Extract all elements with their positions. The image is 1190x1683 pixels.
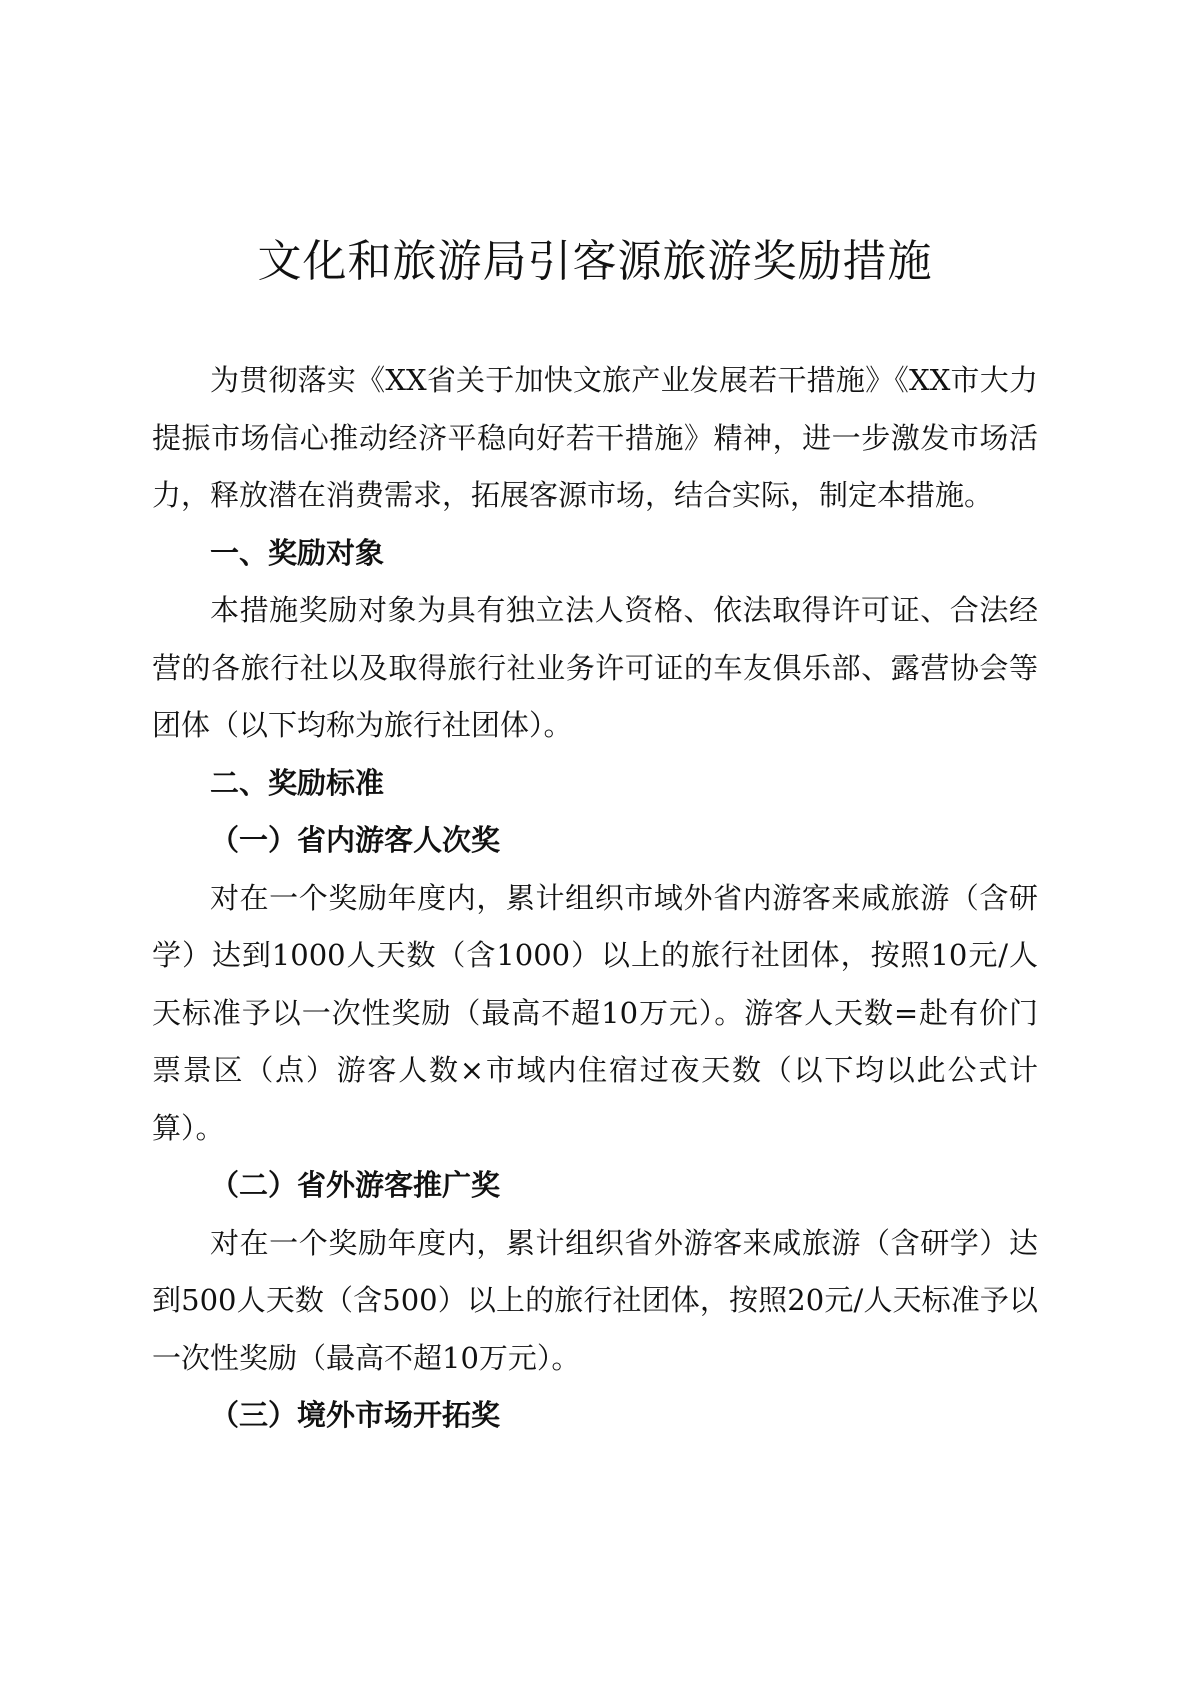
section-heading-reward-targets: 一、奖励对象 <box>210 535 385 570</box>
intro-paragraph: 为贯彻落实《XX省关于加快文旅产业发展若干措施》《XX市大力提振市场信心推动经济平稳向好若干措施》精神，进一步激发市场活力，释放潜在消费需求，拓展客源市场，结合实际，制定本措施。 <box>152 363 1038 512</box>
in-province-paragraph: 对在一个奖励年度内，累计组织市域外省内游客来咸旅游（含研学）达到1000人天数（含1000）以上的旅行社团体，按照10元/人天标准予以一次性奖励（最高不超10万元）。游客人天数=赴有价门票景区（点）游客人数×市域内住宿过夜天数（以下均以此公式计算）。 <box>152 880 1038 1145</box>
reward-targets-paragraph: 本措施奖励对象为具有独立法人资格、依法取得许可证、合法经营的各旅行社以及取得旅行社业务许可证的车友俱乐部、露营协会等团体（以下均称为旅行社团体）。 <box>152 593 1038 742</box>
document-body <box>152 352 1038 1445</box>
subsection-heading-out-of-province: （二）省外游客推广奖 <box>210 1168 501 1202</box>
document-title: 文化和旅游局引客源旅游奖励措施 <box>257 236 933 287</box>
section-heading-reward-standards: 二、奖励标准 <box>210 765 385 800</box>
subsection-heading-overseas: （三）境外市场开拓奖 <box>210 1398 501 1432</box>
subsection-heading-in-province: （一）省内游客人次奖 <box>210 823 501 857</box>
out-of-province-paragraph: 对在一个奖励年度内，累计组织省外游客来咸旅游（含研学）达到500人天数（含500）以上的旅行社团体，按照20元/人天标准予以一次性奖励（最高不超10万元）。 <box>152 1225 1038 1375</box>
